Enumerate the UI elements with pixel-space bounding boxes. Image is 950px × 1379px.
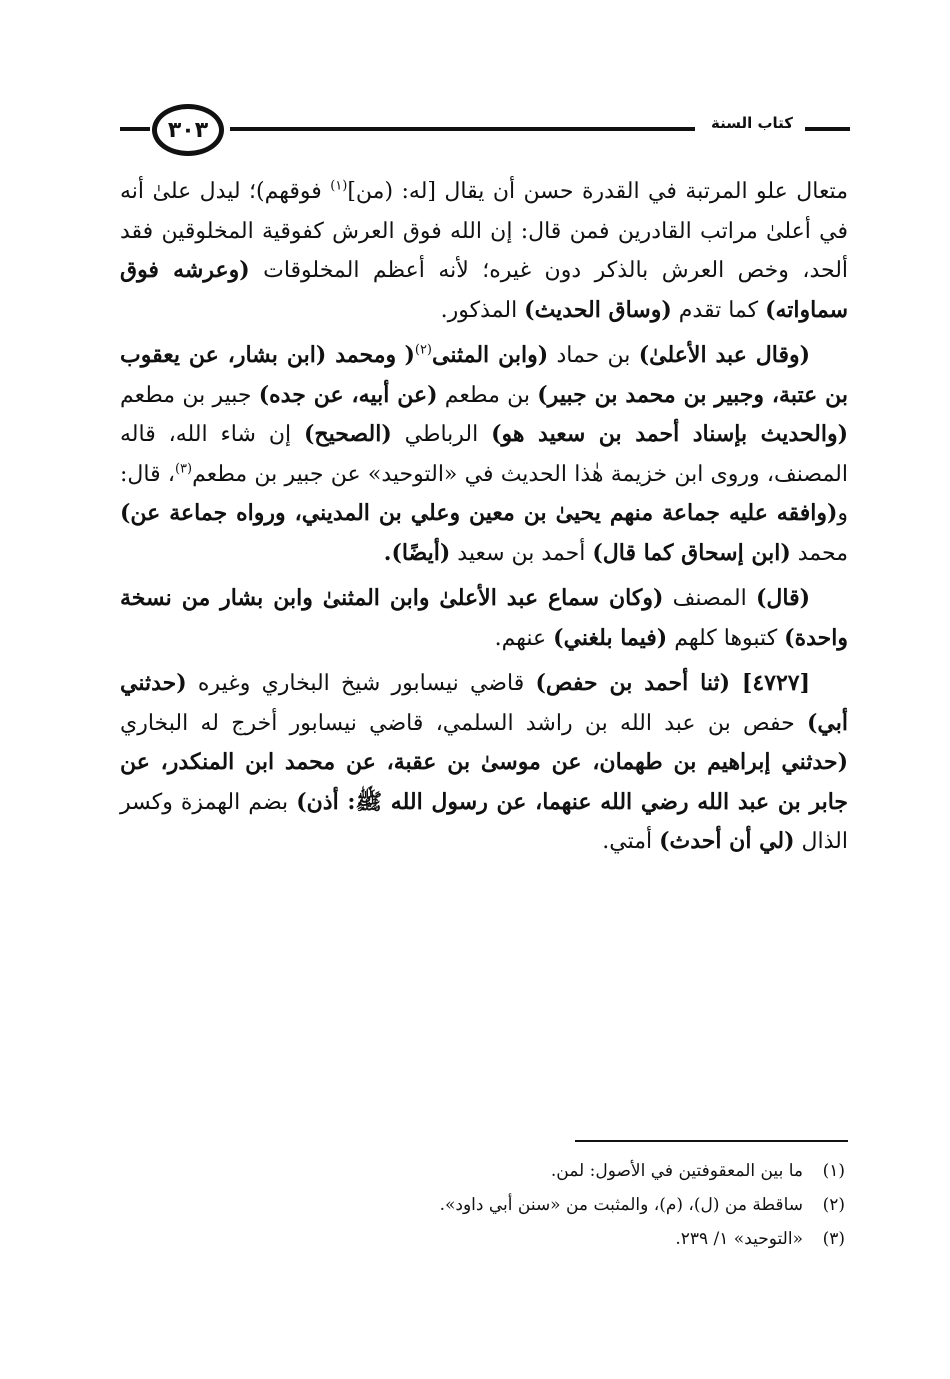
text-run: المصنف (663, 586, 756, 611)
bold-text: (وكان سماع عبد الأعلىٰ وابن المثنىٰ وابن بشار من نسخة واحدة) (120, 585, 848, 651)
text-run: كتبوها كلهم (667, 625, 785, 651)
text-run: بن حماد (548, 343, 639, 368)
page-header (120, 100, 850, 166)
page-number: ٣٠٣ (167, 117, 209, 143)
header-rule-right (805, 127, 850, 131)
paragraph-3 (120, 579, 848, 658)
footnotes (300, 1154, 845, 1256)
text-run: محمد (790, 540, 848, 566)
footnote-ref: (٢) (414, 342, 432, 358)
footnote-number: (٢) (822, 1195, 845, 1215)
footnote-text: ما بين المعقوفتين في الأصول: لمن. (550, 1161, 803, 1181)
bold-text: (ابن إسحاق كما قال) (592, 539, 791, 566)
page-number-badge (152, 104, 224, 156)
header-rule-middle (230, 127, 695, 131)
footnote-ref: (١) (330, 178, 348, 194)
footnote-text: «التوحيد» ١/ ٢٣٩. (675, 1229, 803, 1249)
bold-text: ومحمد (ابن بشار، عن يعقوب بن عتبة، وجبير بن محمد بن جبير) (120, 342, 849, 408)
bold-text: (والحديث بإسناد أحمد بن سعيد هو) (491, 421, 848, 447)
bold-text: (حدثني إبراهيم بن طهمان، عن موسىٰ بن عقبة، عن محمد ابن المنكدر، عن جابر بن عبد الله رضي الله عنهما، عن رسول الله ﷺ: أذن) (120, 749, 849, 815)
text-run: جبير بن مطعم (120, 382, 259, 408)
bold-text: (فيما بلغني) (553, 624, 668, 651)
text-run: الرباطي (391, 422, 492, 447)
text-run: بن مطعم (437, 382, 538, 408)
paragraph-4 (120, 664, 848, 862)
bold-text: [٤٧٢٧] (ثنا أحمد بن حفص) (535, 670, 811, 696)
footnote-1 (300, 1154, 845, 1188)
footnote-text: ساقطة من (ل)، (م)، والمثبت من «سنن أبي داود». (439, 1195, 803, 1215)
text-run: أمتي. (602, 829, 660, 854)
bold-text: (حدثني أبي) (120, 670, 848, 736)
text-run: أحمد بن سعيد (450, 540, 593, 566)
footnote-3 (300, 1222, 845, 1256)
footnote-separator (575, 1140, 848, 1142)
footnote-number: (٣) (822, 1229, 845, 1249)
bold-text: (وابن المثنى (432, 342, 549, 368)
bold-text: (الصحيح) (303, 421, 392, 447)
header-rule-left (120, 127, 150, 131)
paragraph-1 (120, 172, 848, 330)
footnote-number: (١) (822, 1161, 845, 1181)
bold-text: ( (404, 342, 415, 368)
text-run: كما تقدم (671, 297, 766, 323)
text-run: بضم الهمزة وكسر الذال (120, 789, 848, 854)
bold-text: (لي أن أحدث) (659, 828, 795, 854)
text-run: ، قال: و (120, 461, 848, 526)
text-run: عنهم. (494, 625, 554, 651)
bold-text: (أيضًا). (383, 539, 451, 566)
footnote-2 (300, 1188, 845, 1222)
text-run: حفص بن عبد الله بن راشد السلمي، قاضي نيسابور أخرج له البخاري (120, 710, 808, 736)
main-text (120, 172, 848, 868)
text-run: قاضي نيسابور شيخ البخاري وغيره (186, 671, 536, 696)
book-title: كتاب السنة (710, 114, 794, 132)
text-run: فوقهم)؛ ليدل علىٰ أنه في أعلىٰ مراتب القادرين فمن قال: إن الله فوق العرش كفوقية المخلوقين فقد ألحد، وخص العرش بالذكر دون غيره؛ لأنه أعظم المخلوقات (120, 179, 849, 283)
bold-text: (وافقه عليه جماعة منهم يحيىٰ بن معين وعلي بن المديني، ورواه جماعة عن) (120, 500, 838, 526)
paragraph-2 (120, 336, 848, 573)
bold-text: (قال) (755, 585, 811, 611)
footnote-ref: (٣) (174, 461, 193, 477)
text-run: المذكور. (440, 297, 525, 323)
text-run: إن شاء الله، قاله المصنف، وروى ابن خزيمة هٰذا الحديث في «التوحيد» عن جبير بن مطعم (120, 422, 848, 487)
bold-text: (وعرشه فوق سماواته) (120, 257, 848, 323)
text-run: متعال علو المرتبة في القدرة حسن أن يقال [له: (من] (347, 179, 848, 204)
bold-text: (وساق الحديث) (524, 296, 672, 323)
bold-text: (وقال عبد الأعلىٰ) (638, 342, 811, 368)
bold-text: (عن أبيه، عن جده) (258, 381, 438, 408)
